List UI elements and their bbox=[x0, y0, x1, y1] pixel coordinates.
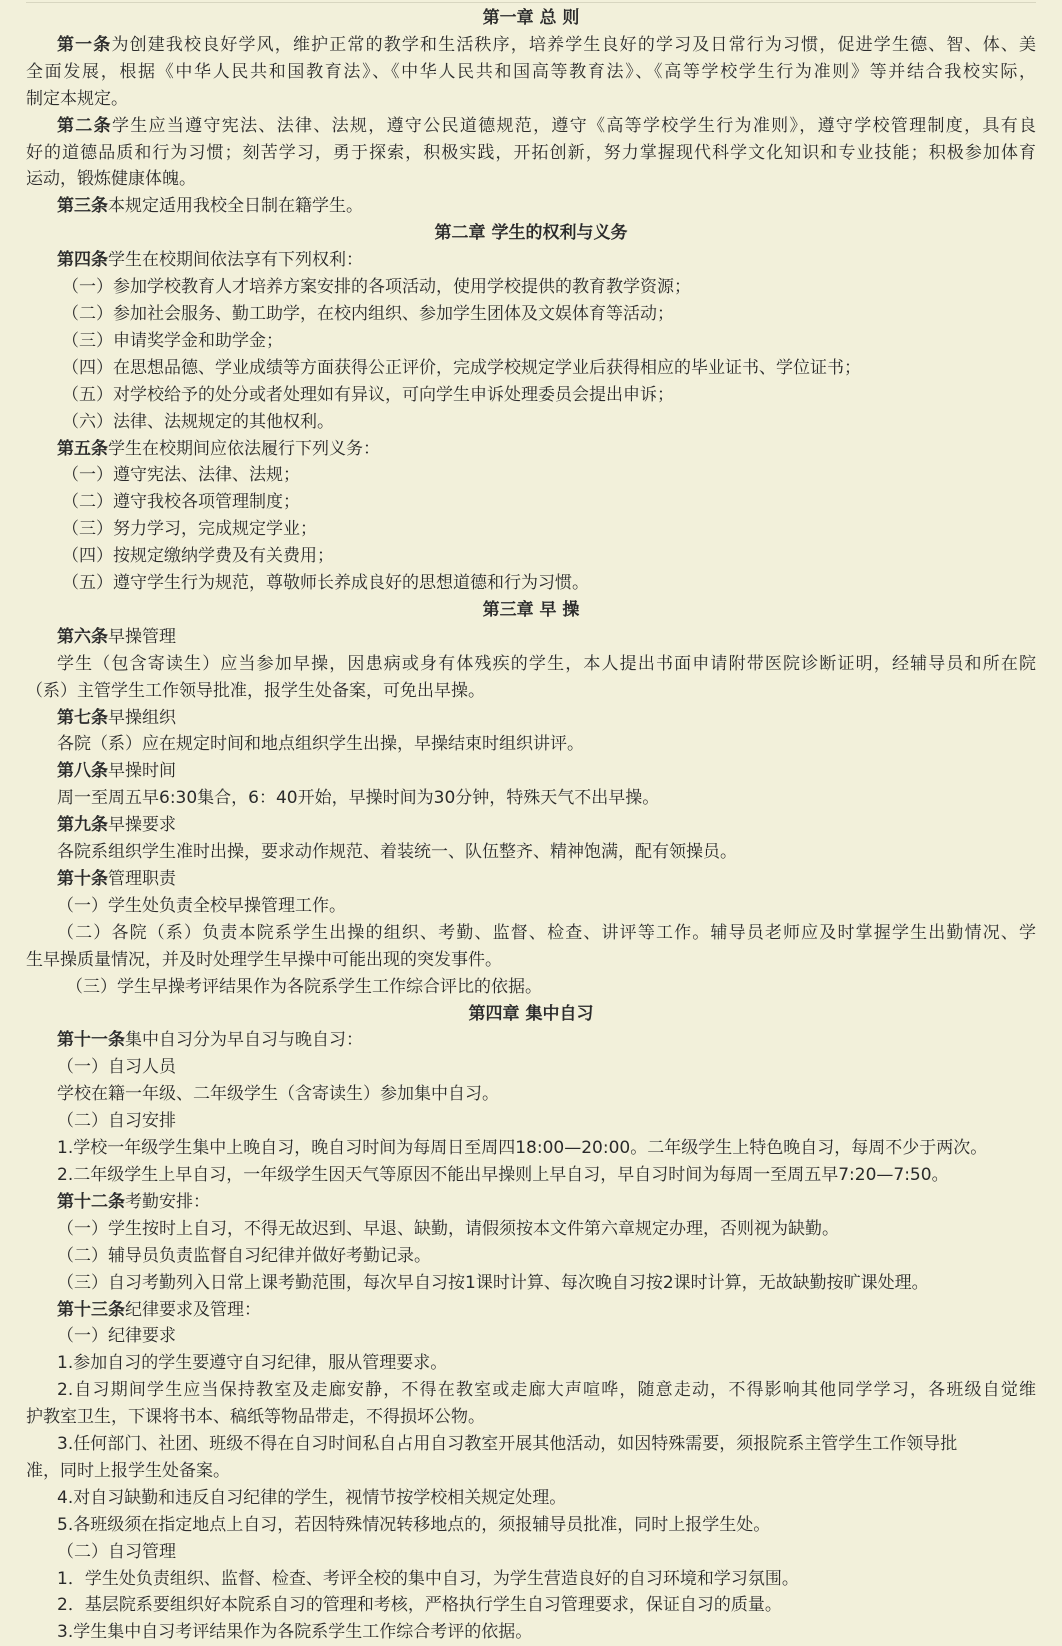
document-line bbox=[26, 1323, 1036, 1350]
document-line bbox=[26, 113, 1036, 140]
article-number: 第一条 bbox=[57, 34, 112, 55]
line-text: 全面发展，根据《中华人民共和国教育法》、《中华人民共和国高等教育法》、《高等学校学生行为准则》等并结合我校实际， bbox=[26, 61, 1036, 82]
document-body bbox=[26, 0, 1036, 1646]
line-text: 3.任何部门、社团、班级不得在自习时间私自占用自习教室开展其他活动，如因特殊需要，须报院系主管学生工作领导批 bbox=[57, 1434, 958, 1455]
line-text: （系）主管学生工作领导批准，报学生处备案，可免出早操。 bbox=[26, 680, 485, 701]
line-text: 早操组织 bbox=[108, 707, 176, 728]
chapter-heading bbox=[26, 220, 1036, 247]
line-text: （一）参加学校教育人才培养方案安排的各项活动，使用学校提供的教育教学资源； bbox=[62, 277, 691, 298]
chapter-heading bbox=[26, 5, 1036, 32]
line-text: 第三章 早 操 bbox=[482, 599, 580, 620]
article-number: 第三条 bbox=[57, 196, 108, 217]
document-line bbox=[26, 1054, 1036, 1081]
document-line bbox=[26, 785, 1036, 812]
line-text: 1.参加自习的学生要遵守自习纪律，服从管理要求。 bbox=[57, 1353, 448, 1374]
article-number: 第六条 bbox=[57, 626, 108, 647]
document-line bbox=[26, 462, 1036, 489]
line-text: 制定本规定。 bbox=[26, 88, 128, 109]
line-text: 5.各班级须在指定地点上自习，若因特殊情况转移地点的，须报辅导员批准，同时上报学生处。 bbox=[57, 1514, 771, 1535]
document-line bbox=[26, 1566, 1036, 1593]
line-text: 1．学生处负责组织、监督、检查、考评全校的集中自习，为学生营造良好的自习环境和学习氛围。 bbox=[57, 1568, 799, 1589]
line-text: 学生在校期间依法享有下列权利： bbox=[108, 250, 363, 271]
line-text: （二）自习安排 bbox=[57, 1111, 176, 1132]
document-line bbox=[26, 32, 1036, 59]
line-text: 护教室卫生，下课将书本、稿纸等物品带走，不得损坏公物。 bbox=[26, 1407, 485, 1428]
line-text: （一）自习人员 bbox=[57, 1057, 176, 1078]
line-text: （四）在思想品德、学业成绩等方面获得公正评价，完成学校规定学业后获得相应的毕业证书、学位证书； bbox=[62, 357, 861, 378]
line-text: （三）申请奖学金和助学金； bbox=[62, 330, 283, 351]
line-text: 纪律要求及管理： bbox=[125, 1299, 261, 1320]
document-line bbox=[26, 1485, 1036, 1512]
line-text: （二）自习管理 bbox=[57, 1541, 176, 1562]
document-line bbox=[26, 1512, 1036, 1539]
line-text: 学生应当遵守宪法、法律、法规，遵守公民道德规范，遵守《高等学校学生行为准则》，遵守学校管理制度，具有良 bbox=[111, 115, 1036, 136]
document-line bbox=[26, 489, 1036, 516]
line-text: （一）学生按时上自习，不得无故迟到、早退、缺勤，请假须按本文件第六章规定办理，否则视为缺勤。 bbox=[57, 1218, 839, 1239]
line-text: （一）遵守宪法、法律、法规； bbox=[62, 465, 300, 486]
line-text: （一）纪律要求 bbox=[57, 1326, 176, 1347]
line-text: 周一至周五早6:30集合，6：40开始，早操时间为30分钟，特殊天气不出早操。 bbox=[57, 788, 660, 809]
line-text: （六）法律、法规规定的其他权利。 bbox=[62, 411, 334, 432]
line-text: 学生（包含寄读生）应当参加早操，因患病或身有体残疾的学生，本人提出书面申请附带医院诊断证明，经辅导员和所在院 bbox=[57, 653, 1036, 674]
line-text: 早操管理 bbox=[108, 626, 176, 647]
line-text: 2.二年级学生上早自习，一年级学生因天气等原因不能出早操则上早自习，早自习时间为每周一至周五早7:20—7:50。 bbox=[57, 1164, 949, 1185]
line-text: 早操时间 bbox=[108, 761, 176, 782]
document-line bbox=[26, 1027, 1036, 1054]
document-line bbox=[26, 1243, 1036, 1270]
article-number: 第五条 bbox=[57, 438, 108, 459]
line-text: 第二章 学生的权利与义务 bbox=[434, 223, 628, 244]
document-line bbox=[26, 866, 1036, 893]
document-line bbox=[26, 1377, 1036, 1404]
document-line bbox=[26, 839, 1036, 866]
document-line bbox=[26, 1619, 1036, 1646]
line-text: （四）按规定缴纳学费及有关费用； bbox=[62, 546, 334, 567]
line-text: 好的道德品质和行为习惯；刻苦学习，勇于探索，积极实践，开拓创新，努力掌握现代科学文化知识和专业技能；积极参加体育 bbox=[26, 142, 1036, 163]
article-number: 第九条 bbox=[57, 815, 108, 836]
document-line bbox=[26, 1270, 1036, 1297]
document-line bbox=[26, 678, 1036, 705]
document-line bbox=[26, 1081, 1036, 1108]
article-number: 第十一条 bbox=[57, 1030, 125, 1051]
line-text: 1.学校一年级学生集中上晚自习，晚自习时间为每周日至周四18:00—20:00。二年级学生上特色晚自习，每周不少于两次。 bbox=[57, 1138, 988, 1159]
line-text: （三）自习考勤列入日常上课考勤范围，每次早自习按1课时计算、每次晚自习按2课时计算，无故缺勤按旷课处理。 bbox=[57, 1272, 929, 1293]
document-line bbox=[26, 543, 1036, 570]
article-number: 第四条 bbox=[57, 250, 108, 271]
document-line bbox=[26, 1404, 1036, 1431]
document-line bbox=[26, 274, 1036, 301]
line-text: 集中自习分为早自习与晚自习： bbox=[125, 1030, 363, 1051]
document-line bbox=[26, 355, 1036, 382]
document-line bbox=[26, 1216, 1036, 1243]
document-line bbox=[26, 1108, 1036, 1135]
top-divider bbox=[26, 2, 1036, 3]
line-text: （五）遵守学生行为规范，尊敬师长养成良好的思想道德和行为习惯。 bbox=[62, 573, 589, 594]
document-line bbox=[26, 247, 1036, 274]
document-line bbox=[26, 301, 1036, 328]
document-line bbox=[26, 1592, 1036, 1619]
chapter-heading bbox=[26, 1001, 1036, 1028]
document-line bbox=[26, 1350, 1036, 1377]
line-text: 管理职责 bbox=[108, 869, 176, 889]
line-text: 考勤安排： bbox=[125, 1191, 210, 1212]
line-text: 学校在籍一年级、二年级学生（含寄读生）参加集中自习。 bbox=[57, 1084, 499, 1105]
article-number: 第八条 bbox=[57, 761, 108, 782]
document-line bbox=[26, 812, 1036, 839]
article-number: 第七条 bbox=[57, 707, 108, 728]
document-line bbox=[26, 1431, 1036, 1458]
article-number: 第十条 bbox=[57, 869, 108, 889]
document-line bbox=[26, 1539, 1036, 1566]
line-text: （五）对学校给予的处分或者处理如有异议，可向学生申诉处理委员会提出申诉； bbox=[62, 384, 674, 405]
line-text: 2.自习期间学生应当保持教室及走廊安静，不得在教室或走廊大声喧哗，随意走动，不得影响其他同学学习，各班级自觉维 bbox=[57, 1380, 1036, 1401]
line-text: 早操要求 bbox=[108, 815, 176, 836]
line-text: 生早操质量情况，并及时处理学生早操中可能出现的突发事件。 bbox=[26, 949, 502, 970]
line-text: （一）学生处负责全校早操管理工作。 bbox=[57, 895, 346, 916]
line-text: 各院（系）应在规定时间和地点组织学生出操，早操结束时组织讲评。 bbox=[57, 734, 584, 755]
document-line bbox=[26, 947, 1036, 974]
document-line bbox=[26, 59, 1036, 86]
line-text: （三）努力学习，完成规定学业； bbox=[62, 519, 317, 540]
document-line bbox=[26, 1135, 1036, 1162]
document-line bbox=[26, 516, 1036, 543]
chapter-heading bbox=[26, 597, 1036, 624]
article-number: 第十三条 bbox=[57, 1299, 125, 1320]
line-text: （二）参加社会服务、勤工助学，在校内组织、参加学生团体及文娱体育等活动； bbox=[62, 303, 674, 324]
line-text: 准，同时上报学生处备案。 bbox=[26, 1460, 230, 1481]
document-line bbox=[26, 1162, 1036, 1189]
line-text: （三）学生早操考评结果作为各院系学生工作综合评比的依据。 bbox=[66, 976, 542, 997]
article-number: 第十二条 bbox=[57, 1191, 125, 1212]
document-line bbox=[26, 570, 1036, 597]
document-line bbox=[26, 974, 1036, 1001]
document-line bbox=[26, 624, 1036, 651]
line-text: 2．基层院系要组织好本院系自习的管理和考核，严格执行学生自习管理要求，保证自习的质量。 bbox=[57, 1595, 782, 1616]
line-text: 学生在校期间应依法履行下列义务： bbox=[108, 438, 380, 459]
document-line bbox=[26, 651, 1036, 678]
document-line bbox=[26, 140, 1036, 167]
document-line bbox=[26, 920, 1036, 947]
document-line bbox=[26, 1458, 1036, 1485]
document-line bbox=[26, 758, 1036, 785]
document-line bbox=[26, 436, 1036, 463]
document-line bbox=[26, 893, 1036, 920]
line-text: 为创建我校良好学风，维护正常的教学和生活秩序，培养学生良好的学习及日常行为习惯，促进学生德、智、体、美 bbox=[111, 34, 1036, 55]
document-line bbox=[26, 193, 1036, 220]
line-text: （二）遵守我校各项管理制度； bbox=[62, 492, 300, 513]
line-text: 3.学生集中自习考评结果作为各院系学生工作综合考评的依据。 bbox=[57, 1622, 533, 1643]
document-line bbox=[26, 731, 1036, 758]
line-text: 第一章 总 则 bbox=[482, 8, 580, 28]
document-line bbox=[26, 409, 1036, 436]
line-text: 运动，锻炼健康体魄。 bbox=[26, 169, 196, 190]
document-line bbox=[26, 86, 1036, 113]
article-number: 第二条 bbox=[57, 115, 112, 136]
line-text: 4.对自习缺勤和违反自习纪律的学生，视情节按学校相关规定处理。 bbox=[57, 1487, 567, 1508]
line-text: 本规定适用我校全日制在籍学生。 bbox=[108, 196, 363, 217]
line-text: （二）各院（系）负责本院系学生出操的组织、考勤、监督、检查、讲评等工作。辅导员老师应及时掌握学生出勤情况、学 bbox=[57, 922, 1036, 943]
document-line bbox=[26, 382, 1036, 409]
document-line bbox=[26, 1297, 1036, 1324]
document-line bbox=[26, 705, 1036, 732]
document-line bbox=[26, 328, 1036, 355]
document-line bbox=[26, 166, 1036, 193]
line-text: 第四章 集中自习 bbox=[468, 1003, 594, 1024]
document-line bbox=[26, 1189, 1036, 1216]
line-text: 各院系组织学生准时出操，要求动作规范、着装统一、队伍整齐、精神饱满，配有领操员。 bbox=[57, 842, 737, 863]
line-text: （二）辅导员负责监督自习纪律并做好考勤记录。 bbox=[57, 1245, 431, 1266]
